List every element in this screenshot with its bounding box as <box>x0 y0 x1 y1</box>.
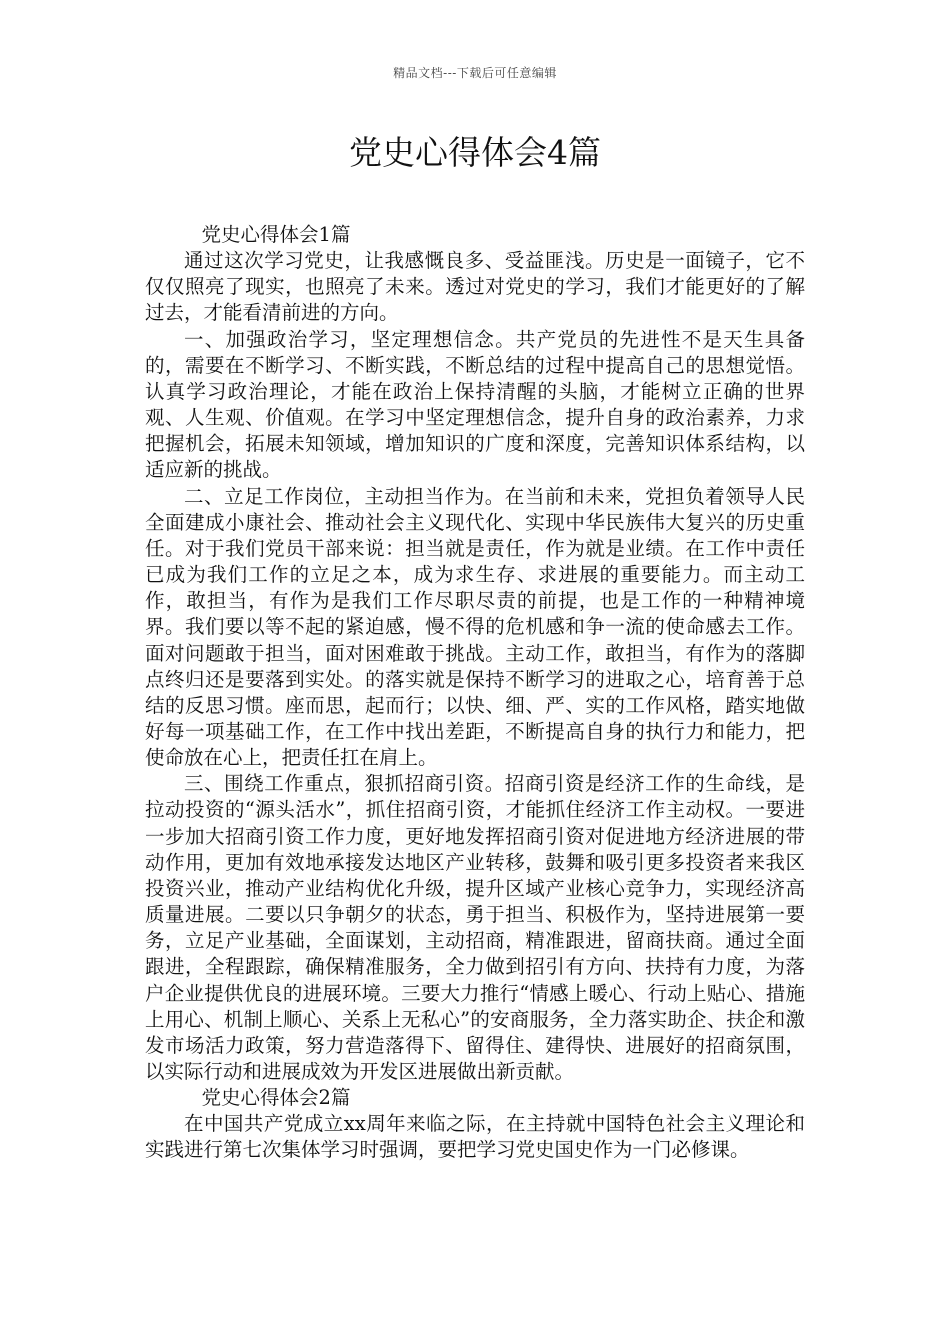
document-title: 党史心得体会4篇 <box>349 133 601 172</box>
section-heading-2: 党史心得体会2篇 <box>201 1086 351 1110</box>
header-note: 精品文档---下载后可任意编辑 <box>393 66 557 80</box>
paragraph-point-2: 二、立足工作岗位，主动担当作为。在当前和未来，党担负着领导人民全面建成小康社会、推动社会主义现代化、实现中华民族伟大复兴的历史重任。对于我们党员干部来说：担当就是责任，作为就是业绩。在工作中责任已成为我们工作的立足之本，成为求生存、求进展的重要能力。而主动工作，敢担当，有作为是我们工作尽职尽责的前提，也是工作的一种精神境界。我们要以等不起的紧迫感，慢不得的危机感和争一流的使命感去工作。面对问题敢于担当，面对困难敢于挑战。主动工作，敢担当，有作为的落脚点终归还是要落到实处。的落实就是保持不断学习的进取之心，培育善于总结的反思习惯。座而思，起而行；以快、细、严、实的工作风格，踏实地做好每一项基础工作，在工作中找出差距，不断提高自身的执行力和能力，把使命放在心上，把责任扛在肩上。 <box>145 484 805 770</box>
paragraph-point-3: 三、围绕工作重点，狠抓招商引资。招商引资是经济工作的生命线，是拉动投资的“源头活水”，抓住招商引资，才能抓住经济工作主动权。一要进一步加大招商引资工作力度，更好地发挥招商引资对促进地方经济进展的带动作用，更加有效地承接发达地区产业转移，鼓舞和吸引更多投资者来我区投资兴业，推动产业结构优化升级，提升区域产业核心竞争力，实现经济高质量进展。二要以只争朝夕的状态，勇于担当、积极作为，坚持进展第一要务，立足产业基础，全面谋划，主动招商，精准跟进，留商扶商。通过全面跟进，全程跟踪，确保精准服务，全力做到招引有方向、扶持有力度，为落户企业提供优良的进展环境。三要大力推行“情感上暖心、行动上贴心、措施上用心、机制上顺心、关系上无私心”的安商服务，全力落实助企、扶企和激发市场活力政策，努力营造落得下、留得住、建得快、进展好的招商氛围，以实际行动和进展成效为开发区进展做出新贡献。 <box>145 772 805 1083</box>
section-heading-1: 党史心得体会1篇 <box>201 223 351 246</box>
paragraph-point-1: 一、加强政治学习，坚定理想信念。共产党员的先进性不是天生具备的，需要在不断学习、不断实践，不断总结的过程中提高自己的思想觉悟。认真学习政治理论，才能在政治上保持清醒的头脑，才能树立正确的世界观、人生观、价值观。在学习中坚定理想信念，提升自身的政治素养，力求把握机会，拓展未知领域，增加知识的广度和深度，完善知识体系结构，以适应新的挑战。 <box>145 327 805 482</box>
document-body <box>145 222 805 1164</box>
paragraph-section-2-intro: 在中国共产党成立xx周年来临之际，在主持就中国特色社会主义理论和实践进行第七次集体学习时强调，要把学习党史国史作为一门必修课。 <box>145 1112 805 1162</box>
paragraph-intro: 通过这次学习党史，让我感慨良多、受益匪浅。历史是一面镜子，它不仅仅照亮了现实，也照亮了未来。透过对党史的学习，我们才能更好的了解过去，才能看清前进的方向。 <box>145 249 805 325</box>
